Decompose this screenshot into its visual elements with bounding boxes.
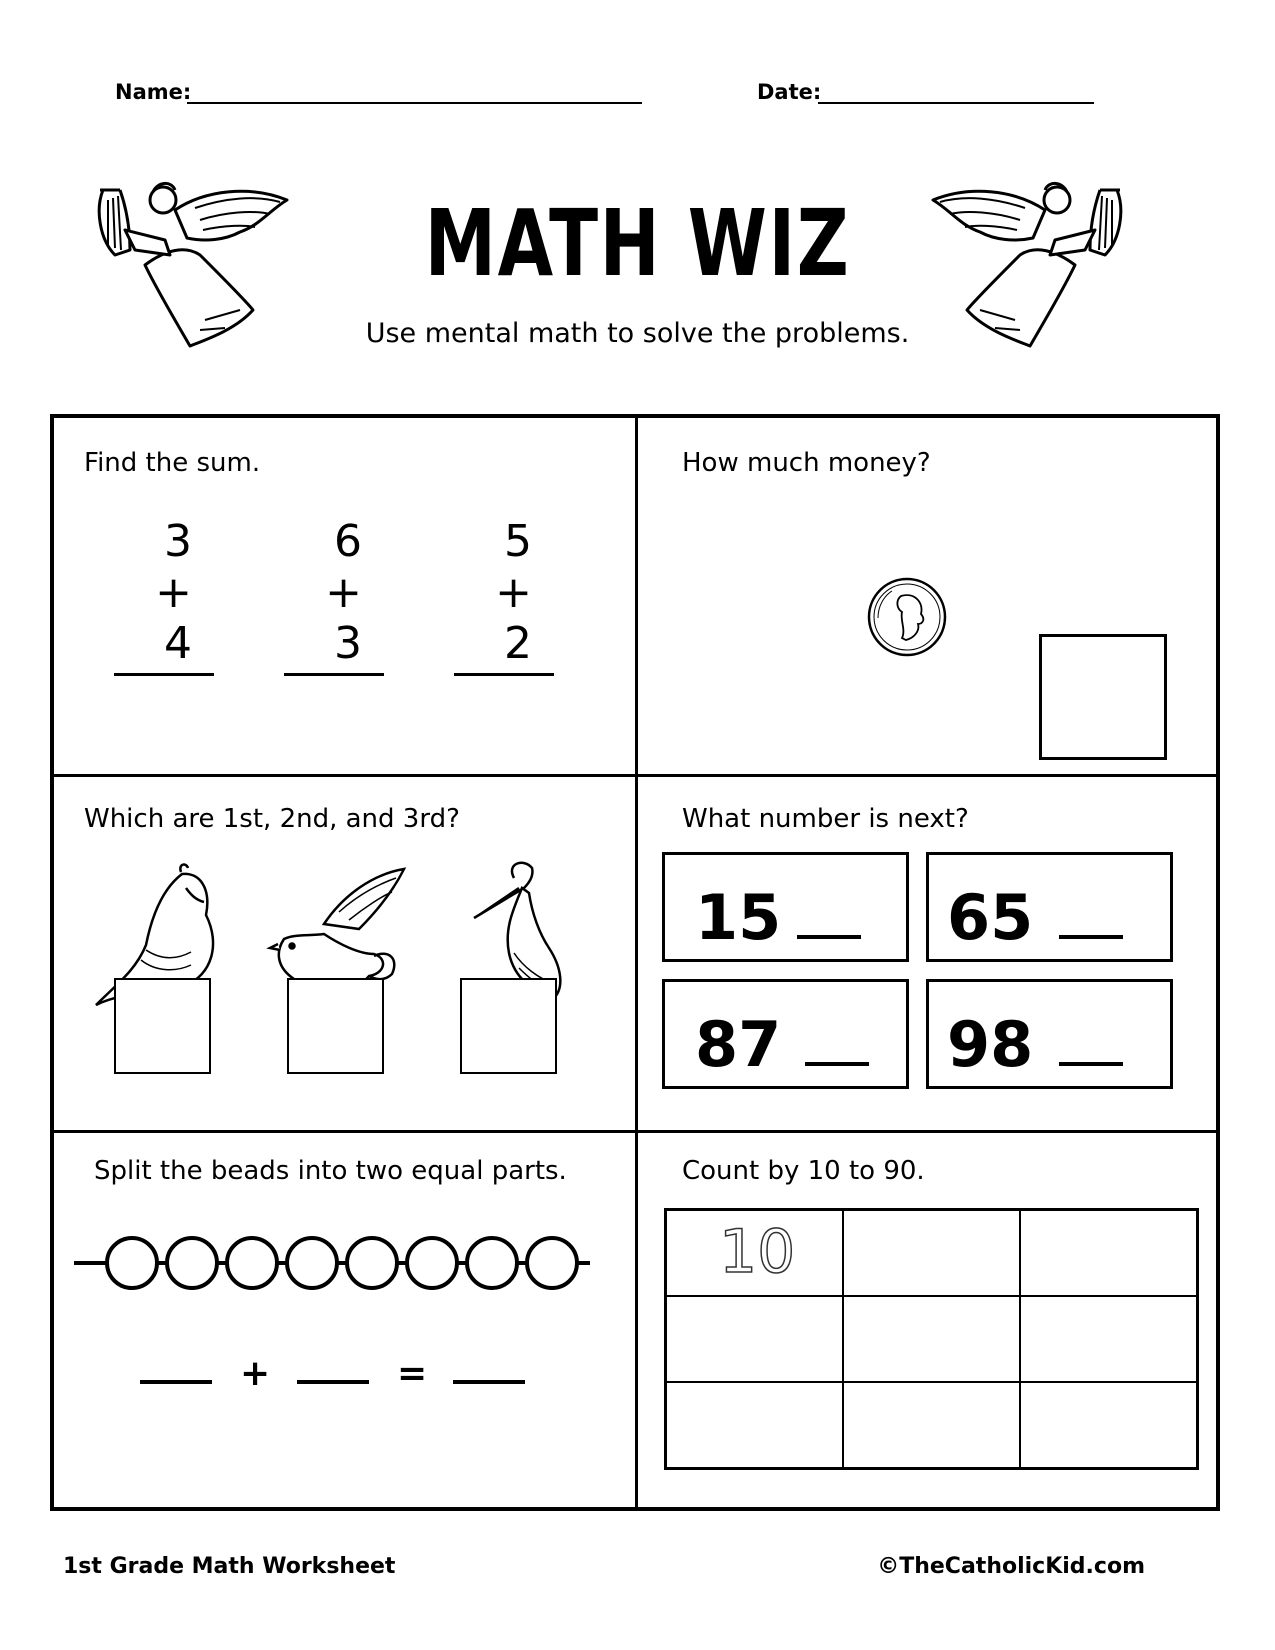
count-cell[interactable] bbox=[1020, 1296, 1198, 1382]
count-cell[interactable] bbox=[666, 1382, 844, 1469]
bead[interactable] bbox=[527, 1238, 577, 1288]
sum-problem bbox=[114, 516, 214, 676]
sum-bottom: + 3 bbox=[325, 567, 362, 669]
bead[interactable] bbox=[167, 1238, 217, 1288]
sequence-box bbox=[926, 979, 1173, 1089]
count-cell[interactable] bbox=[843, 1296, 1020, 1382]
sequence-number: 15 bbox=[695, 881, 782, 954]
traced-number: 10 bbox=[719, 1217, 796, 1287]
grid-divider-vertical bbox=[635, 418, 638, 1507]
bead-string[interactable] bbox=[72, 1228, 592, 1298]
bead[interactable] bbox=[467, 1238, 517, 1288]
bead[interactable] bbox=[347, 1238, 397, 1288]
bead[interactable] bbox=[407, 1238, 457, 1288]
sequence-box bbox=[926, 852, 1173, 962]
count-by-title: Count by 10 to 90. bbox=[682, 1156, 925, 1186]
worksheet-grid bbox=[50, 414, 1220, 1511]
date-label: Date: bbox=[757, 80, 822, 104]
dime-coin-icon bbox=[866, 576, 948, 658]
count-cell[interactable] bbox=[1020, 1210, 1198, 1297]
count-cell[interactable] bbox=[843, 1210, 1020, 1297]
answer-blank[interactable] bbox=[1059, 935, 1123, 939]
next-number-title: What number is next? bbox=[682, 804, 969, 834]
date-field[interactable] bbox=[818, 102, 1094, 104]
footer-left: 1st Grade Math Worksheet bbox=[63, 1554, 396, 1579]
sum-top: 6 bbox=[334, 516, 362, 567]
ordinal-answer-box[interactable] bbox=[114, 978, 211, 1074]
page-subtitle: Use mental math to solve the problems. bbox=[365, 318, 910, 349]
sequence-box bbox=[662, 852, 909, 962]
grid-divider-row2 bbox=[54, 1130, 1216, 1133]
count-cell[interactable] bbox=[666, 1210, 844, 1297]
name-field[interactable] bbox=[187, 102, 642, 104]
answer-line[interactable] bbox=[284, 673, 384, 676]
sum-bottom: + 4 bbox=[155, 567, 192, 669]
sum-problem bbox=[454, 516, 554, 676]
page-title: MATH WIZ bbox=[424, 190, 851, 297]
answer-blank[interactable] bbox=[805, 1062, 869, 1066]
equation-blank-3[interactable] bbox=[453, 1380, 525, 1384]
beads-title: Split the beads into two equal parts. bbox=[94, 1156, 567, 1186]
equals-sign: = bbox=[397, 1353, 428, 1394]
sum-problem bbox=[284, 516, 384, 676]
footer-right: ©TheCatholicKid.com bbox=[877, 1554, 1145, 1579]
ordinal-title: Which are 1st, 2nd, and 3rd? bbox=[84, 804, 460, 834]
sum-top: 5 bbox=[504, 516, 532, 567]
name-label: Name: bbox=[115, 80, 192, 104]
bead[interactable] bbox=[287, 1238, 337, 1288]
sequence-box bbox=[662, 979, 909, 1089]
money-title: How much money? bbox=[682, 448, 931, 478]
bead[interactable] bbox=[227, 1238, 277, 1288]
answer-blank[interactable] bbox=[1059, 1062, 1123, 1066]
answer-line[interactable] bbox=[114, 673, 214, 676]
count-cell[interactable] bbox=[843, 1382, 1020, 1469]
count-cell[interactable] bbox=[1020, 1382, 1198, 1469]
sequence-number: 87 bbox=[695, 1008, 782, 1081]
equation-blank-2[interactable] bbox=[297, 1380, 369, 1384]
sum-bottom: + 2 bbox=[495, 567, 532, 669]
count-grid bbox=[664, 1208, 1199, 1470]
sequence-number: 65 bbox=[947, 881, 1034, 954]
sequence-number: 98 bbox=[947, 1008, 1034, 1081]
money-answer-box[interactable] bbox=[1039, 634, 1167, 760]
ordinal-answer-box[interactable] bbox=[460, 978, 557, 1074]
count-cell[interactable] bbox=[666, 1296, 844, 1382]
ordinal-answer-box[interactable] bbox=[287, 978, 384, 1074]
plus-sign: + bbox=[240, 1353, 271, 1394]
sum-top: 3 bbox=[164, 516, 192, 567]
equation-blank-1[interactable] bbox=[140, 1380, 212, 1384]
bead[interactable] bbox=[107, 1238, 157, 1288]
answer-blank[interactable] bbox=[797, 935, 861, 939]
sum-title: Find the sum. bbox=[84, 448, 261, 478]
grid-divider-row1 bbox=[54, 774, 1216, 777]
answer-line[interactable] bbox=[454, 673, 554, 676]
